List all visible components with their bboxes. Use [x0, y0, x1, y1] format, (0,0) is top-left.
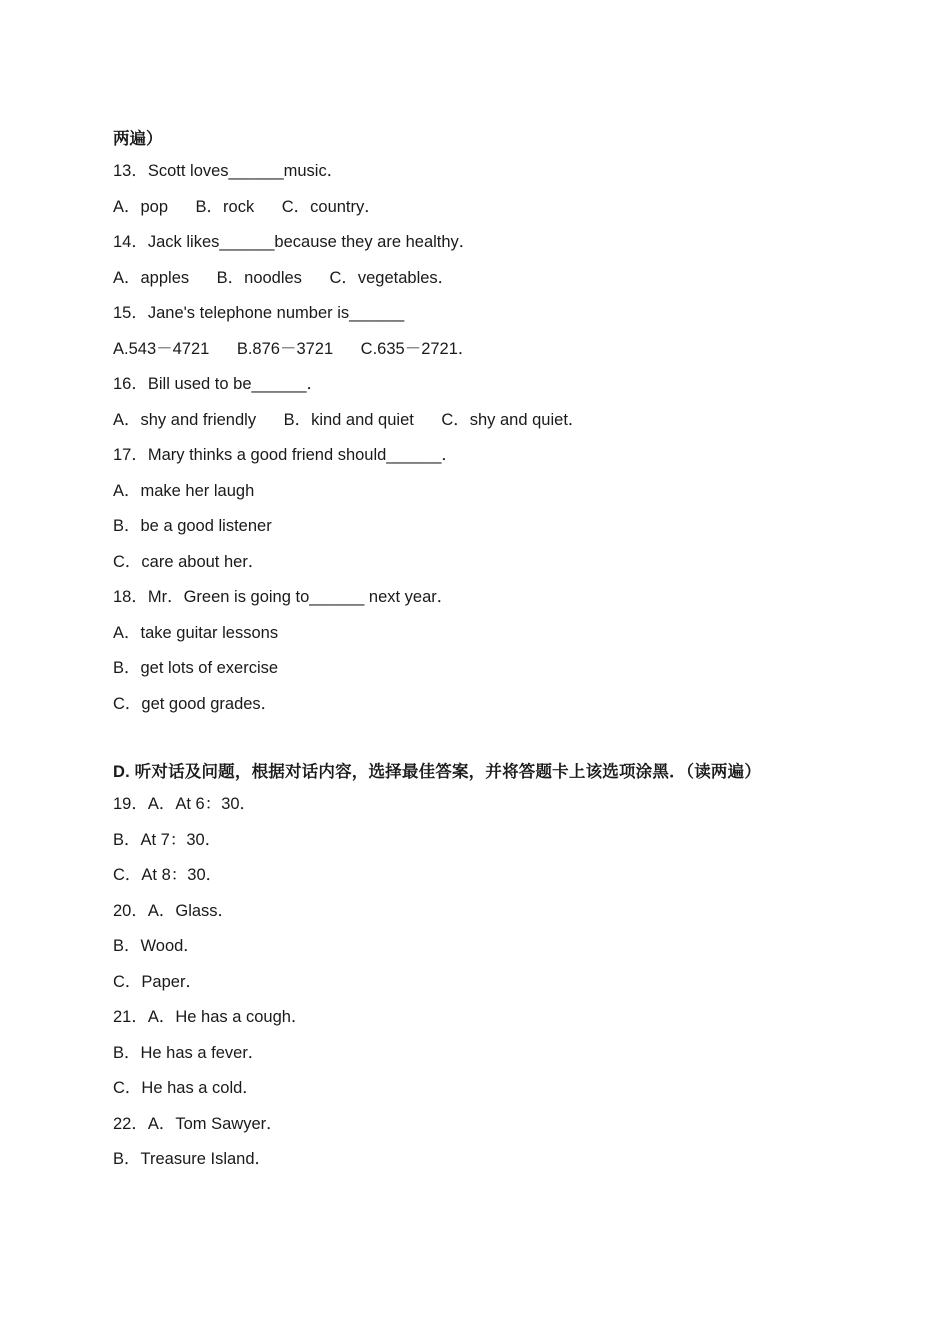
question-16-options: A．shy and friendly B．kind and quiet C．shy and quiet．: [113, 410, 585, 429]
question-13: 13．Scott loves______music．: [113, 162, 344, 180]
continued-section-heading: 两遍）: [113, 130, 163, 148]
section-spacer: [113, 725, 837, 755]
question-18: 18．Mr．Green is going to______ next year．: [113, 588, 454, 606]
question-14-options: A．apples B．noodles C．vegetables．: [113, 268, 455, 287]
question-18-option-b: B．get lots of exercise: [113, 659, 279, 677]
document-page: [113, 122, 837, 1181]
question-18-option-a: A．take guitar lessons: [113, 623, 279, 642]
question-17-option-c: C．care about her．: [113, 552, 265, 571]
question-21-option-c: C．He has a cold．: [113, 1079, 259, 1097]
question-15: 15．Jane's telephone number is______: [113, 304, 405, 322]
question-22-option-a: 22．A．Tom Sawyer．: [113, 1114, 283, 1133]
question-18-option-c: C．get good grades．: [113, 694, 278, 713]
question-19-option-b: B．At 7：30．: [113, 830, 222, 849]
question-19-option-c: C．At 8：30．: [113, 866, 223, 884]
question-16: 16．Bill used to be______．: [113, 375, 324, 393]
question-15-options: A.543－4721 B.876－3721 C.635－2721．: [113, 339, 475, 358]
section-d-heading: D. 听对话及问题，根据对话内容，选择最佳答案，并将答题卡上该选项涂黑．（读两遍）: [113, 763, 762, 781]
question-17-option-b: B．be a good listener: [113, 517, 272, 535]
question-17: 17．Mary thinks a good friend should______．: [113, 446, 458, 464]
section-c-questions: [113, 157, 837, 725]
section-d-questions: [113, 790, 837, 1181]
question-22-option-b: B．Treasure Island．: [113, 1150, 272, 1168]
question-20-option-b: B．Wood．: [113, 937, 200, 955]
question-21-option-b: B．He has a fever．: [113, 1043, 265, 1062]
question-14: 14．Jack likes______because they are healthy．: [113, 233, 476, 251]
question-20-option-c: C．Paper．: [113, 972, 202, 991]
question-13-options: A．pop B．rock C．country．: [113, 197, 381, 216]
question-21-option-a: 21．A．He has a cough．: [113, 1008, 308, 1026]
question-19-option-a: 19．A．At 6：30．: [113, 795, 257, 813]
question-20-option-a: 20．A．Glass．: [113, 901, 235, 920]
question-17-option-a: A．make her laugh: [113, 481, 255, 500]
